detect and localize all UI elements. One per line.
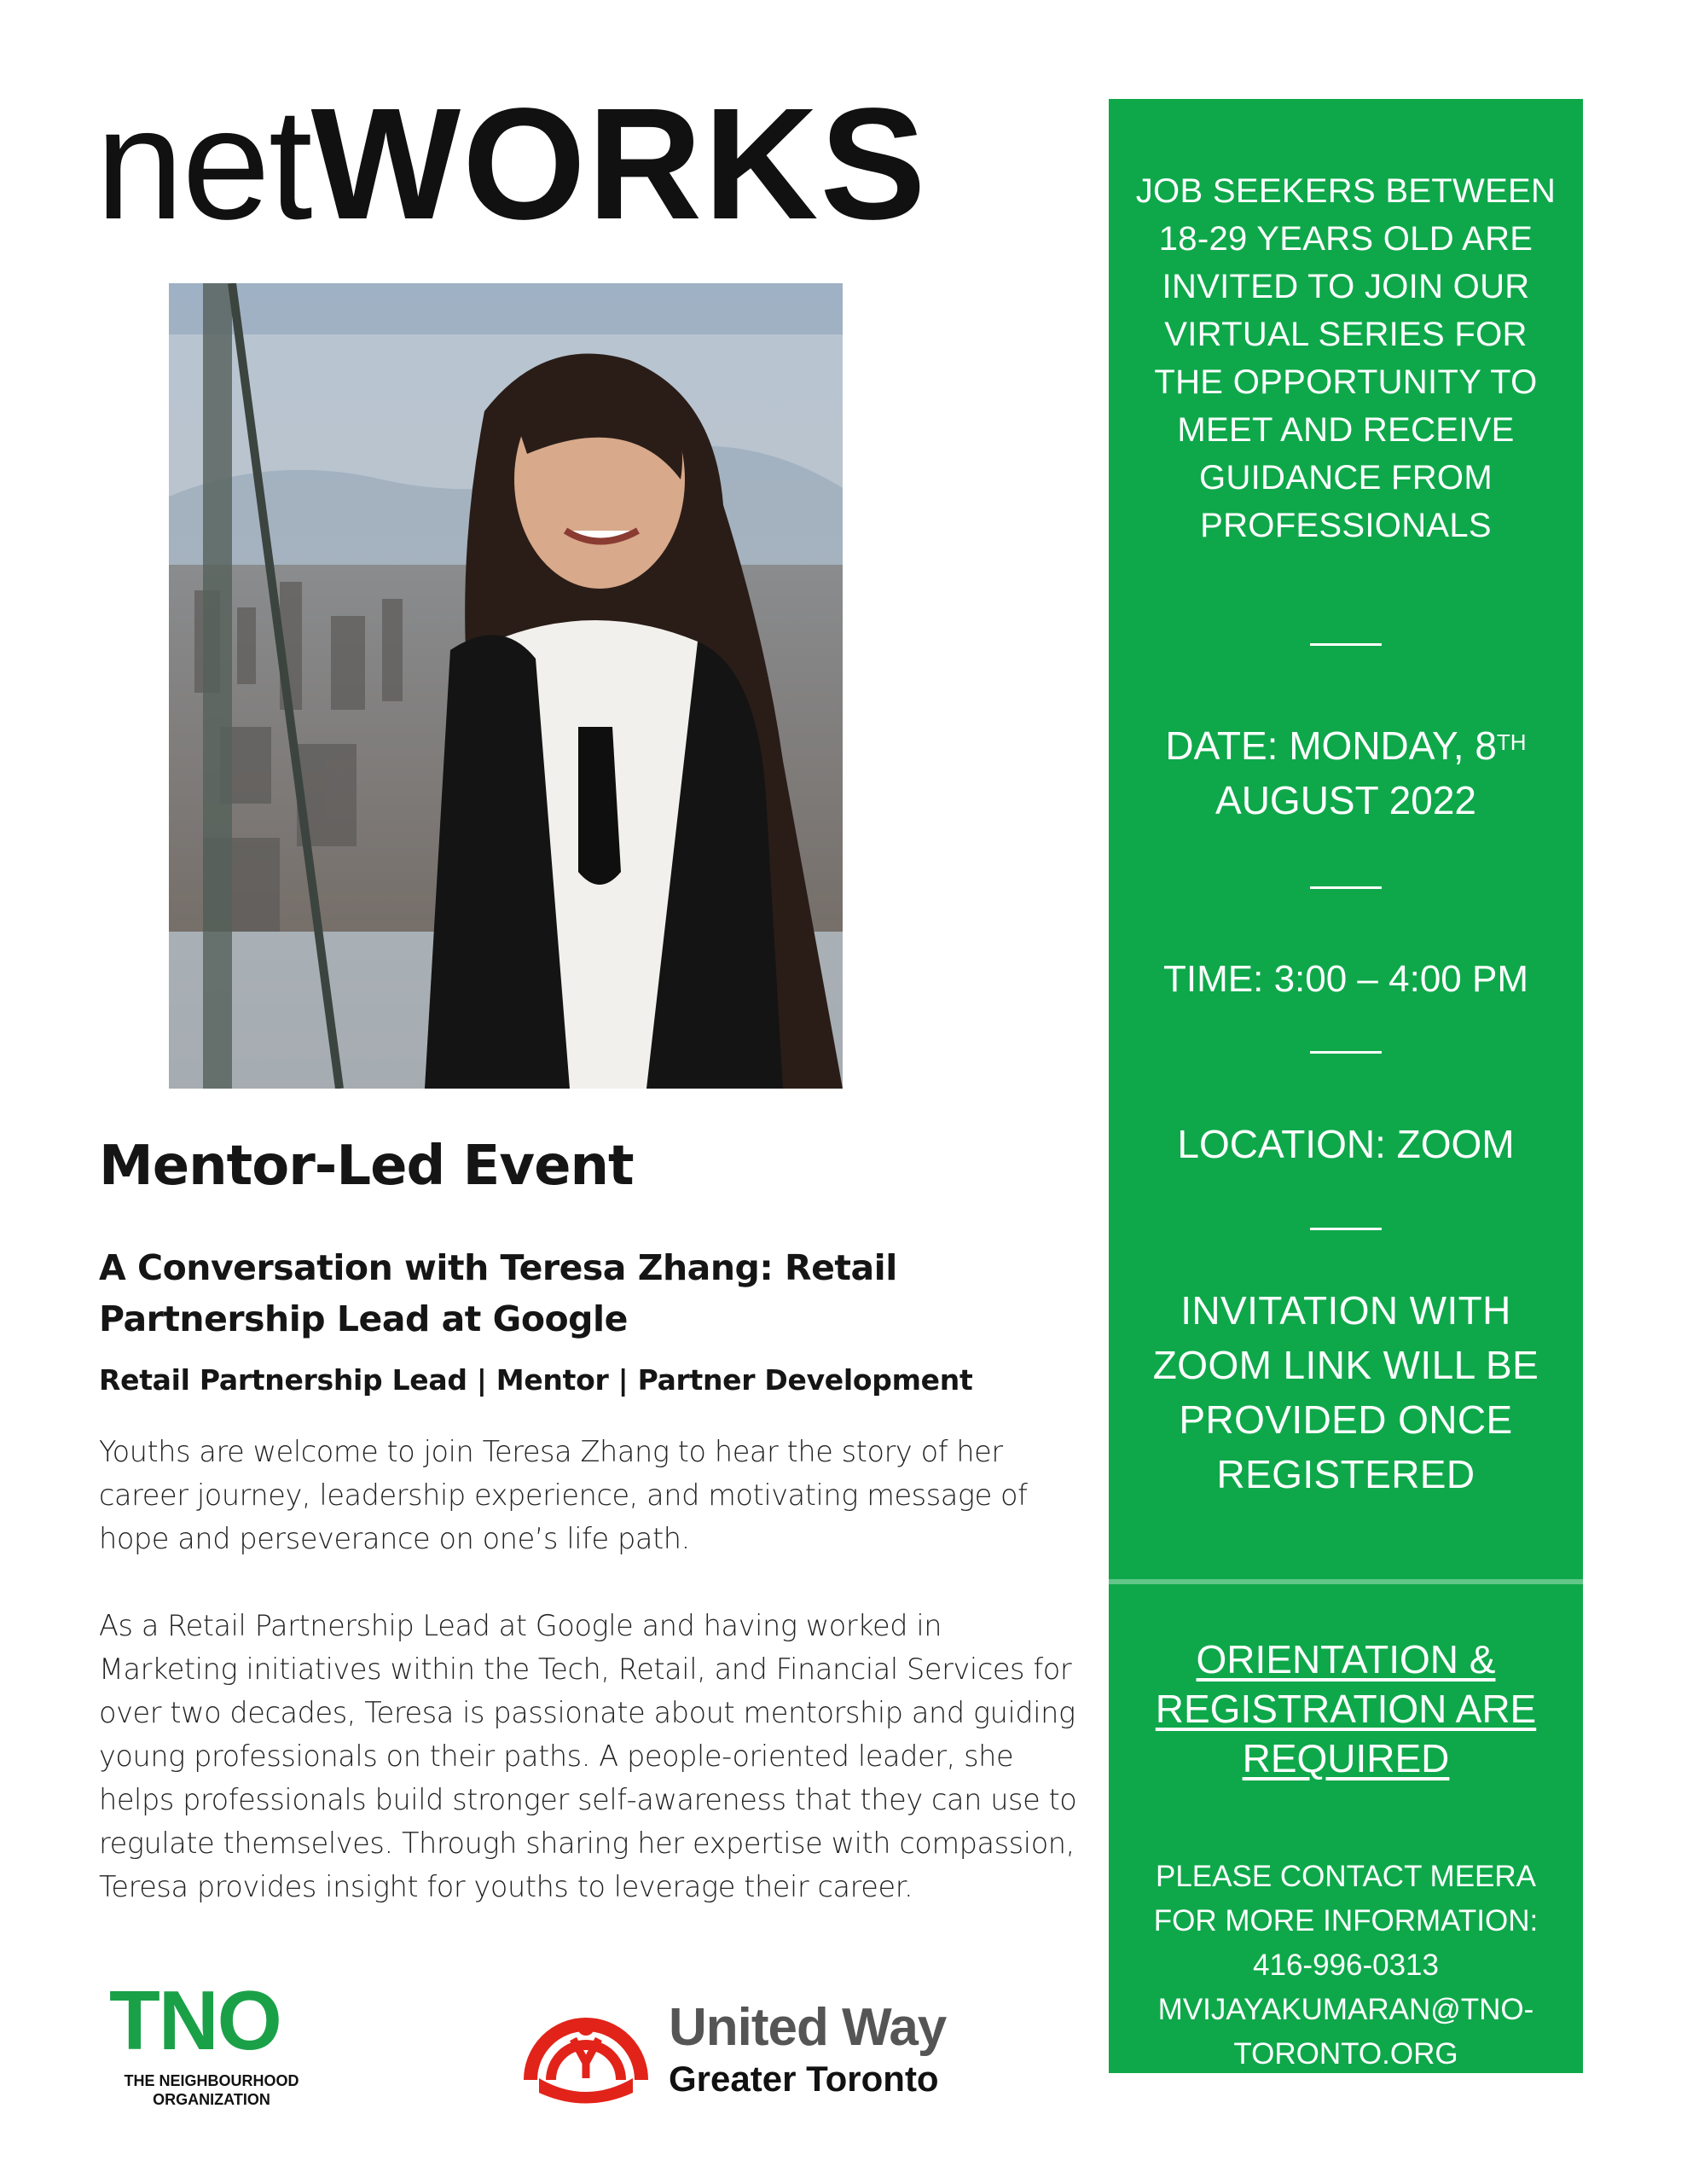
united-way-hand-icon xyxy=(522,1978,650,2106)
registration-required-link[interactable]: ORIENTATION & REGISTRATION ARE REQUIRED xyxy=(1155,1637,1537,1780)
event-date-month-year: AUGUST 2022 xyxy=(1215,778,1476,822)
contact-info xyxy=(1126,1855,1566,2077)
event-time: TIME: 3:00 – 4:00 PM xyxy=(1163,958,1528,1000)
united-way-logo xyxy=(522,1978,965,2114)
contact-phone[interactable]: 416-996-0313 xyxy=(1253,1949,1439,1982)
event-title: A Conversation with Teresa Zhang: Retail Partnership Lead at Google xyxy=(99,1247,897,1339)
sidebar-rule xyxy=(1310,643,1382,646)
united-way-name: United Way xyxy=(669,1998,947,2057)
tno-org-name: THE NEIGHBOURHOOD ORGANIZATION xyxy=(124,2072,299,2108)
logo-thin-part: net xyxy=(96,76,311,253)
zoom-link-notice: INVITATION WITH ZOOM LINK WILL BE PROVIDED ONCE REGISTERED xyxy=(1152,1288,1539,1496)
logo-bold-part: WORKS xyxy=(310,76,928,253)
sidebar-divider-gap xyxy=(1109,1579,1583,1584)
invitation-intro: JOB SEEKERS BETWEEN 18-29 YEARS OLD ARE INVITED TO JOIN OUR VIRTUAL SERIES FOR THE OPPORTUNITY TO MEET AND RECEIVE GUIDANCE FROM PROFESSIONALS xyxy=(1135,172,1557,544)
event-description: Youths are welcome to join Teresa Zhang to hear the story of her career journey, leadership experience, and motivating message of hope and perseverance on one’s life path. xyxy=(99,1435,1028,1555)
event-location: LOCATION: ZOOM xyxy=(1177,1122,1515,1166)
event-date xyxy=(1126,718,1566,828)
contact-intro: PLEASE CONTACT MEERA FOR MORE INFORMATION: xyxy=(1153,1860,1539,1937)
event-date-prefix: DATE: MONDAY, 8 xyxy=(1165,723,1497,768)
tno-wordmark: TNO xyxy=(109,1973,281,2067)
mentor-photo xyxy=(169,283,843,1089)
mentor-photo-illustration xyxy=(169,283,843,1089)
united-way-region: Greater Toronto xyxy=(669,2059,939,2099)
event-details-sidebar xyxy=(1109,99,1583,2073)
mentor-roles: Retail Partnership Lead | Mentor | Partner Development xyxy=(99,1363,973,1397)
tno-logo xyxy=(109,1973,322,2114)
event-type-heading: Mentor-Led Event xyxy=(99,1135,634,1198)
sidebar-rule xyxy=(1310,886,1382,889)
event-date-suffix-ordinal: TH xyxy=(1496,729,1527,755)
sidebar-rule xyxy=(1310,1051,1382,1054)
sidebar-rule xyxy=(1310,1228,1382,1230)
mentor-bio: As a Retail Partnership Lead at Google and having worked in Marketing initiatives within the Tech, Retail, and Financial Services for over two decades, Teresa is passionate about mentorship and guiding young professionals on their paths. A people-oriented leader, she helps professionals build stronger self-awareness that they can use to regulate themselves. Through sharing her expertise with compassion, Teresa provides insight for youths to leverage their career. xyxy=(99,1609,1077,1903)
networks-logo xyxy=(96,76,928,253)
contact-email[interactable]: MVIJAYAKUMARAN@TNO-TORONTO.ORG xyxy=(1157,1993,1534,2071)
